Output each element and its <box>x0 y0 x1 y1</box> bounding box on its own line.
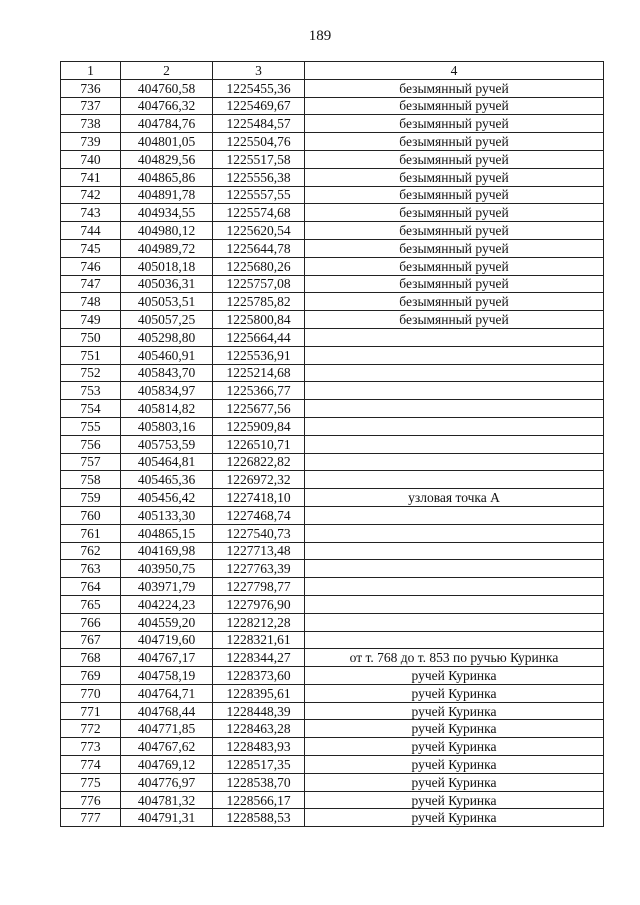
table-row <box>61 311 604 329</box>
table-row <box>61 204 604 222</box>
table-row <box>61 756 604 774</box>
table-row <box>61 275 604 293</box>
cell-coord-x: 405460,91 <box>121 346 213 364</box>
header-col-2: 2 <box>121 62 213 80</box>
table-row <box>61 738 604 756</box>
table-row <box>61 524 604 542</box>
cell-point-number: 765 <box>61 595 121 613</box>
cell-description: от т. 768 до т. 853 по ручью Куринка <box>305 649 604 667</box>
cell-coord-y: 1228344,27 <box>213 649 305 667</box>
cell-coord-x: 404559,20 <box>121 613 213 631</box>
cell-point-number: 739 <box>61 133 121 151</box>
table-row <box>61 542 604 560</box>
page-number: 189 <box>308 28 332 44</box>
cell-coord-x: 404934,55 <box>121 204 213 222</box>
header-col-1: 1 <box>61 62 121 80</box>
cell-coord-y: 1225757,08 <box>213 275 305 293</box>
header-col-3: 3 <box>213 62 305 80</box>
cell-coord-y: 1228373,60 <box>213 667 305 685</box>
table-body <box>61 79 604 826</box>
cell-coord-y: 1228517,35 <box>213 756 305 774</box>
cell-coord-x: 405053,51 <box>121 293 213 311</box>
cell-coord-x: 405843,70 <box>121 364 213 382</box>
cell-point-number: 741 <box>61 168 121 186</box>
table-row <box>61 168 604 186</box>
cell-point-number: 775 <box>61 773 121 791</box>
cell-coord-y: 1225484,57 <box>213 115 305 133</box>
table-row <box>61 453 604 471</box>
cell-coord-x: 405464,81 <box>121 453 213 471</box>
cell-coord-x: 405018,18 <box>121 257 213 275</box>
cell-point-number: 752 <box>61 364 121 382</box>
cell-coord-x: 404767,17 <box>121 649 213 667</box>
cell-point-number: 754 <box>61 400 121 418</box>
table-row <box>61 239 604 257</box>
cell-coord-y: 1227713,48 <box>213 542 305 560</box>
cell-coord-y: 1225680,26 <box>213 257 305 275</box>
table-row <box>61 667 604 685</box>
cell-point-number: 762 <box>61 542 121 560</box>
cell-coord-x: 405465,36 <box>121 471 213 489</box>
cell-description: безымянный ручей <box>305 115 604 133</box>
cell-coord-x: 405057,25 <box>121 311 213 329</box>
table-row <box>61 773 604 791</box>
cell-point-number: 753 <box>61 382 121 400</box>
table-row <box>61 79 604 97</box>
cell-point-number: 761 <box>61 524 121 542</box>
cell-point-number: 746 <box>61 257 121 275</box>
cell-description: безымянный ручей <box>305 239 604 257</box>
cell-coord-y: 1225664,44 <box>213 328 305 346</box>
table-row <box>61 684 604 702</box>
cell-description <box>305 346 604 364</box>
table-row <box>61 506 604 524</box>
table-row <box>61 97 604 115</box>
cell-point-number: 755 <box>61 417 121 435</box>
cell-point-number: 774 <box>61 756 121 774</box>
cell-point-number: 769 <box>61 667 121 685</box>
cell-coord-y: 1228395,61 <box>213 684 305 702</box>
cell-coord-y: 1228448,39 <box>213 702 305 720</box>
cell-point-number: 750 <box>61 328 121 346</box>
cell-description: ручей Куринка <box>305 809 604 827</box>
cell-coord-y: 1225504,76 <box>213 133 305 151</box>
cell-coord-y: 1225557,55 <box>213 186 305 204</box>
cell-coord-x: 404980,12 <box>121 222 213 240</box>
cell-coord-y: 1227763,39 <box>213 560 305 578</box>
cell-coord-y: 1226822,82 <box>213 453 305 471</box>
cell-coord-y: 1225620,54 <box>213 222 305 240</box>
cell-description: безымянный ручей <box>305 186 604 204</box>
cell-coord-x: 405133,30 <box>121 506 213 524</box>
table-row <box>61 560 604 578</box>
cell-description <box>305 560 604 578</box>
cell-description <box>305 453 604 471</box>
cell-coord-x: 405753,59 <box>121 435 213 453</box>
cell-coord-x: 404767,62 <box>121 738 213 756</box>
cell-point-number: 756 <box>61 435 121 453</box>
cell-coord-x: 404169,98 <box>121 542 213 560</box>
cell-coord-x: 405298,80 <box>121 328 213 346</box>
cell-coord-x: 404829,56 <box>121 150 213 168</box>
cell-coord-x: 404891,78 <box>121 186 213 204</box>
cell-coord-y: 1225574,68 <box>213 204 305 222</box>
cell-coord-x: 405834,97 <box>121 382 213 400</box>
table-row <box>61 257 604 275</box>
table-row <box>61 115 604 133</box>
cell-description <box>305 417 604 435</box>
cell-description <box>305 382 604 400</box>
cell-coord-x: 404769,12 <box>121 756 213 774</box>
cell-coord-x: 405803,16 <box>121 417 213 435</box>
table-row <box>61 613 604 631</box>
cell-coord-y: 1228212,28 <box>213 613 305 631</box>
cell-description: безымянный ручей <box>305 311 604 329</box>
cell-point-number: 760 <box>61 506 121 524</box>
cell-coord-y: 1228463,28 <box>213 720 305 738</box>
table-row <box>61 364 604 382</box>
cell-coord-x: 405814,82 <box>121 400 213 418</box>
cell-description: безымянный ручей <box>305 204 604 222</box>
cell-point-number: 742 <box>61 186 121 204</box>
cell-coord-x: 404224,23 <box>121 595 213 613</box>
cell-description: безымянный ручей <box>305 168 604 186</box>
cell-description: безымянный ручей <box>305 97 604 115</box>
cell-coord-x: 404764,71 <box>121 684 213 702</box>
cell-description: безымянный ручей <box>305 133 604 151</box>
cell-point-number: 776 <box>61 791 121 809</box>
cell-description: ручей Куринка <box>305 667 604 685</box>
cell-coord-y: 1227468,74 <box>213 506 305 524</box>
cell-description <box>305 631 604 649</box>
table-row <box>61 400 604 418</box>
cell-coord-y: 1227798,77 <box>213 578 305 596</box>
table-row <box>61 489 604 507</box>
cell-point-number: 744 <box>61 222 121 240</box>
cell-coord-y: 1225556,38 <box>213 168 305 186</box>
table-row <box>61 328 604 346</box>
cell-coord-y: 1226972,32 <box>213 471 305 489</box>
table-row <box>61 702 604 720</box>
cell-coord-x: 404758,19 <box>121 667 213 685</box>
cell-description <box>305 364 604 382</box>
cell-description: безымянный ручей <box>305 79 604 97</box>
cell-coord-y: 1228483,93 <box>213 738 305 756</box>
cell-coord-y: 1225800,84 <box>213 311 305 329</box>
cell-coord-y: 1225536,91 <box>213 346 305 364</box>
cell-description <box>305 506 604 524</box>
cell-coord-x: 405456,42 <box>121 489 213 507</box>
header-col-4: 4 <box>305 62 604 80</box>
cell-description <box>305 595 604 613</box>
cell-description: безымянный ручей <box>305 150 604 168</box>
cell-point-number: 764 <box>61 578 121 596</box>
table-row <box>61 382 604 400</box>
cell-point-number: 777 <box>61 809 121 827</box>
cell-coord-y: 1227976,90 <box>213 595 305 613</box>
cell-coord-x: 404801,05 <box>121 133 213 151</box>
cell-coord-x: 404776,97 <box>121 773 213 791</box>
cell-coord-x: 404768,44 <box>121 702 213 720</box>
cell-coord-y: 1228321,61 <box>213 631 305 649</box>
cell-coord-x: 405036,31 <box>121 275 213 293</box>
cell-point-number: 766 <box>61 613 121 631</box>
table-row <box>61 649 604 667</box>
cell-description: ручей Куринка <box>305 756 604 774</box>
cell-description <box>305 435 604 453</box>
cell-coord-y: 1227418,10 <box>213 489 305 507</box>
cell-description <box>305 542 604 560</box>
cell-point-number: 768 <box>61 649 121 667</box>
cell-description: ручей Куринка <box>305 720 604 738</box>
cell-coord-y: 1225366,77 <box>213 382 305 400</box>
table-row <box>61 346 604 364</box>
cell-coord-y: 1225214,68 <box>213 364 305 382</box>
table-row <box>61 578 604 596</box>
cell-description <box>305 613 604 631</box>
cell-description: безымянный ручей <box>305 257 604 275</box>
table-row <box>61 435 604 453</box>
cell-coord-y: 1225909,84 <box>213 417 305 435</box>
cell-coord-x: 403971,79 <box>121 578 213 596</box>
table-row <box>61 809 604 827</box>
table-row <box>61 791 604 809</box>
table-row <box>61 471 604 489</box>
cell-point-number: 773 <box>61 738 121 756</box>
cell-coord-x: 404865,15 <box>121 524 213 542</box>
cell-coord-x: 403950,75 <box>121 560 213 578</box>
cell-description: ручей Куринка <box>305 791 604 809</box>
cell-coord-x: 404989,72 <box>121 239 213 257</box>
cell-coord-y: 1225785,82 <box>213 293 305 311</box>
cell-point-number: 745 <box>61 239 121 257</box>
table-header-row <box>61 62 604 80</box>
table-row <box>61 150 604 168</box>
cell-coord-x: 404771,85 <box>121 720 213 738</box>
table-row <box>61 222 604 240</box>
cell-coord-y: 1225469,67 <box>213 97 305 115</box>
cell-coord-y: 1225677,56 <box>213 400 305 418</box>
cell-coord-y: 1225455,36 <box>213 79 305 97</box>
cell-coord-y: 1227540,73 <box>213 524 305 542</box>
cell-point-number: 738 <box>61 115 121 133</box>
cell-description: безымянный ручей <box>305 275 604 293</box>
cell-point-number: 770 <box>61 684 121 702</box>
cell-description: ручей Куринка <box>305 702 604 720</box>
cell-point-number: 758 <box>61 471 121 489</box>
cell-description: ручей Куринка <box>305 738 604 756</box>
cell-coord-x: 404781,32 <box>121 791 213 809</box>
cell-description: безымянный ручей <box>305 222 604 240</box>
cell-point-number: 736 <box>61 79 121 97</box>
cell-point-number: 757 <box>61 453 121 471</box>
cell-point-number: 763 <box>61 560 121 578</box>
table-row <box>61 417 604 435</box>
cell-coord-y: 1226510,71 <box>213 435 305 453</box>
cell-coord-x: 404760,58 <box>121 79 213 97</box>
table-row <box>61 133 604 151</box>
cell-point-number: 749 <box>61 311 121 329</box>
table-row <box>61 720 604 738</box>
cell-point-number: 771 <box>61 702 121 720</box>
table-row <box>61 631 604 649</box>
cell-description: ручей Куринка <box>305 773 604 791</box>
cell-description <box>305 578 604 596</box>
cell-point-number: 747 <box>61 275 121 293</box>
cell-point-number: 759 <box>61 489 121 507</box>
cell-description: ручей Куринка <box>305 684 604 702</box>
cell-description <box>305 471 604 489</box>
cell-point-number: 767 <box>61 631 121 649</box>
cell-description <box>305 400 604 418</box>
cell-point-number: 740 <box>61 150 121 168</box>
cell-description: безымянный ручей <box>305 293 604 311</box>
cell-coord-y: 1225517,58 <box>213 150 305 168</box>
cell-coord-x: 404865,86 <box>121 168 213 186</box>
table-row <box>61 595 604 613</box>
cell-point-number: 751 <box>61 346 121 364</box>
cell-coord-x: 404791,31 <box>121 809 213 827</box>
cell-coord-x: 404719,60 <box>121 631 213 649</box>
cell-description <box>305 328 604 346</box>
cell-coord-x: 404766,32 <box>121 97 213 115</box>
cell-coord-y: 1228566,17 <box>213 791 305 809</box>
table-row <box>61 293 604 311</box>
cell-coord-y: 1228588,53 <box>213 809 305 827</box>
cell-description <box>305 524 604 542</box>
cell-point-number: 772 <box>61 720 121 738</box>
cell-coord-y: 1228538,70 <box>213 773 305 791</box>
cell-description: узловая точка А <box>305 489 604 507</box>
cell-point-number: 737 <box>61 97 121 115</box>
cell-point-number: 748 <box>61 293 121 311</box>
cell-point-number: 743 <box>61 204 121 222</box>
coordinates-table <box>60 61 604 827</box>
cell-coord-y: 1225644,78 <box>213 239 305 257</box>
table-row <box>61 186 604 204</box>
cell-coord-x: 404784,76 <box>121 115 213 133</box>
